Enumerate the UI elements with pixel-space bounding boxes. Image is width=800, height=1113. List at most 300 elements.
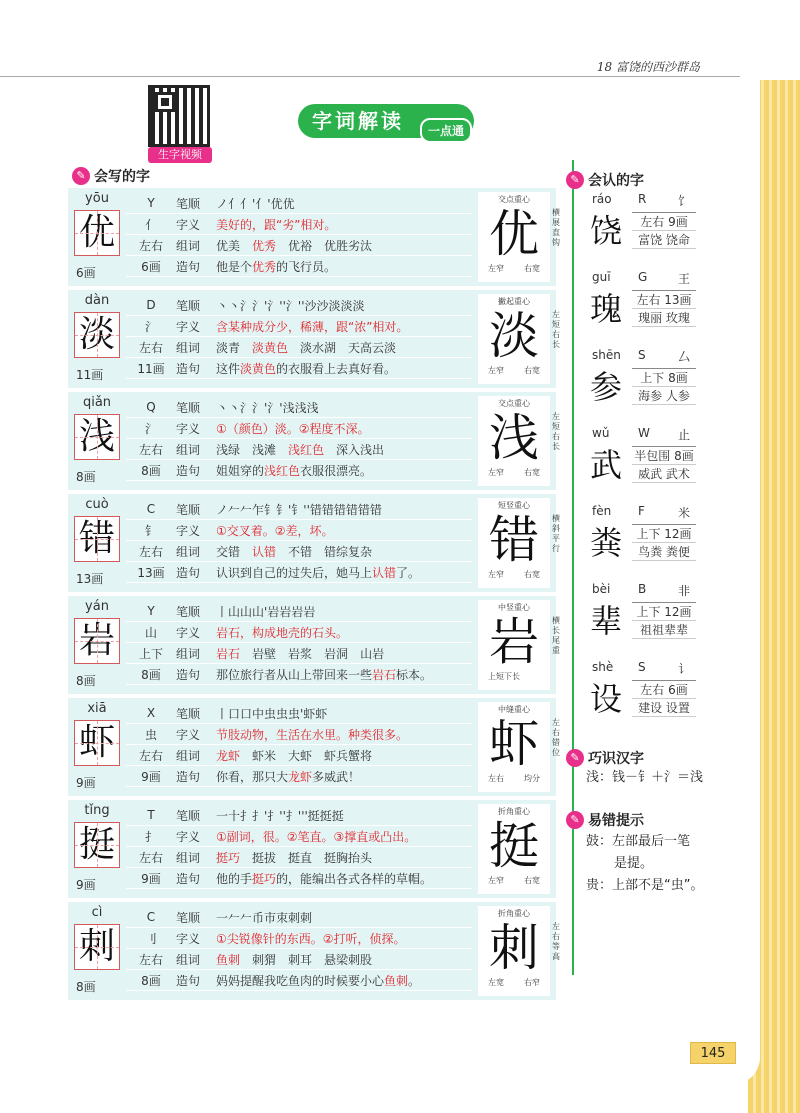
read-strokes: 12画 — [664, 527, 692, 541]
row-stroke-order — [126, 907, 472, 928]
guide-bottom — [478, 671, 550, 682]
row-words — [126, 643, 472, 664]
stroke-order: 丶丶氵氵'氵''氵''沙沙淡淡淡 — [216, 298, 365, 313]
qr-code-icon[interactable] — [148, 85, 210, 147]
entry-pinyin: cuò — [85, 497, 109, 512]
big-char: 浅 — [489, 409, 539, 467]
meaning — [216, 726, 472, 743]
entry-pinyin: tǐng — [84, 803, 110, 818]
clever-text: 浅：钱－钅＋氵＝浅 — [586, 770, 704, 785]
guide-bottom — [478, 467, 550, 478]
word: 不错 — [288, 544, 313, 559]
meaning — [216, 624, 472, 641]
tips-title — [566, 810, 644, 830]
meaning-text: ①交叉着。②差，坏。 — [216, 523, 334, 538]
read-info — [632, 368, 696, 405]
label-sentence: 造句 — [176, 565, 201, 580]
guide-right: 右宽 — [524, 264, 540, 273]
entry-strokes-count: 9画 — [141, 871, 161, 886]
sentence-pre: 这件 — [216, 361, 241, 376]
meaning — [216, 318, 472, 335]
guide-top: 折角重心 — [498, 807, 530, 816]
entry-structure: 左右 — [138, 442, 163, 457]
entry-radical: 亻 — [144, 217, 157, 232]
read-strokes: 8画 — [668, 371, 688, 385]
words — [216, 645, 472, 662]
read-char: 设 — [590, 680, 623, 718]
row-meaning — [126, 724, 472, 745]
guide-side: 横长尾重 — [552, 616, 560, 655]
sentence — [216, 360, 472, 377]
read-info — [632, 446, 696, 483]
sentence-post: 的衣服看上去真好看。 — [276, 361, 397, 376]
entry-letter: Q — [146, 400, 156, 414]
words — [216, 951, 472, 968]
read-char: 武 — [590, 446, 623, 484]
entry-rows — [126, 601, 472, 685]
read-words: 富饶 饶命 — [632, 231, 696, 249]
read-info — [632, 680, 696, 717]
sentence-pre: 妈妈提醒我吃鱼肉的时候要小心 — [216, 973, 385, 988]
label-stroke-order: 笔顺 — [176, 706, 201, 721]
guide-bottom — [478, 977, 550, 988]
entry-strokes: 8画 — [76, 980, 96, 994]
tips-line3: 贵：上部不是“虫”。 — [586, 878, 704, 893]
word: 淡水湖 — [300, 340, 337, 355]
entry-char: 浅 — [74, 414, 120, 460]
page-number: 145 — [690, 1042, 736, 1064]
big-char: 虾 — [489, 715, 539, 773]
label-meaning: 字义 — [176, 523, 201, 538]
big-char-box — [478, 294, 560, 384]
entry-letter: C — [146, 910, 156, 924]
meaning — [216, 930, 472, 947]
read-structure-line — [632, 681, 696, 699]
read-letter: S — [638, 660, 646, 674]
word: 深入浅出 — [336, 442, 385, 457]
read-structure-line — [632, 603, 696, 621]
read-structure-line — [632, 525, 696, 543]
read-info — [632, 212, 696, 249]
word: 岩浆 — [288, 646, 313, 661]
row-sentence — [126, 970, 472, 991]
meaning-text: ①尖锐像针的东西。②打听，侦探。 — [216, 931, 406, 946]
row-meaning — [126, 316, 472, 337]
guide-right: 右宽 — [524, 876, 540, 885]
sentence-red: 浅红色 — [264, 463, 301, 478]
big-char-box — [478, 192, 560, 282]
read-entries — [586, 192, 706, 738]
label-words: 组词 — [176, 850, 201, 865]
banner-title: 字词解读 — [298, 104, 474, 138]
sentence — [216, 462, 472, 479]
entry-strokes-count: 8画 — [141, 463, 161, 478]
row-stroke-order — [126, 499, 472, 520]
row-meaning — [126, 826, 472, 847]
sentence-pre: 姐姐穿的 — [216, 463, 265, 478]
guide-top: 短竖重心 — [498, 501, 530, 510]
read-pinyin: shè — [592, 660, 614, 674]
read-radical: 厶 — [678, 350, 691, 364]
row-stroke-order — [126, 295, 472, 316]
meaning-text: 美好的，跟“劣”相对。 — [216, 217, 337, 232]
word: 岩石 — [216, 646, 241, 661]
sentence — [216, 972, 472, 989]
big-char: 岩 — [489, 613, 539, 671]
pencil-icon: ✎ — [566, 811, 584, 829]
label-meaning: 字义 — [176, 829, 201, 844]
guide-top: 折角重心 — [498, 909, 530, 918]
word: 挺巧 — [216, 850, 241, 865]
read-letter: F — [638, 504, 645, 518]
word: 龙虾 — [216, 748, 241, 763]
meaning-text: 节肢动物，生活在水里。种类很多。 — [216, 727, 409, 742]
sentence-post: 标本。 — [396, 667, 433, 682]
write-entry — [68, 392, 560, 490]
entry-strokes-count: 13画 — [137, 565, 165, 580]
guide-side: 左右等高 — [552, 922, 560, 961]
read-info — [632, 602, 696, 639]
read-structure-line — [632, 291, 696, 309]
guide-side: 左右错位 — [552, 718, 560, 757]
words — [216, 849, 472, 866]
guide-side: 横斜平行 — [552, 514, 560, 553]
label-words: 组词 — [176, 442, 201, 457]
sentence — [216, 870, 472, 887]
meaning-text: ①副词，很。②笔直。③撑直或凸出。 — [216, 829, 417, 844]
label-words: 组词 — [176, 238, 201, 253]
read-pinyin: shēn — [592, 348, 621, 362]
entry-rows — [126, 499, 472, 583]
read-structure: 半包围 — [634, 449, 671, 463]
words — [216, 237, 472, 254]
header-rule — [0, 76, 740, 77]
read-entry — [586, 426, 706, 504]
banner-subtitle: 一点通 — [420, 118, 472, 143]
big-char: 优 — [489, 205, 539, 263]
sentence — [216, 564, 472, 581]
read-letter: S — [638, 348, 646, 362]
label-stroke-order: 笔顺 — [176, 910, 201, 925]
word: 大虾 — [288, 748, 313, 763]
word: 虾兵蟹将 — [324, 748, 373, 763]
guide-left: 左宽 — [488, 978, 504, 987]
label-stroke-order: 笔顺 — [176, 400, 201, 415]
read-structure-line — [632, 369, 696, 387]
entry-strokes-count: 8画 — [141, 973, 161, 988]
guide-right: 均分 — [524, 774, 540, 783]
guide-bottom — [478, 569, 550, 580]
guide-bottom — [478, 263, 550, 274]
row-stroke-order — [126, 397, 472, 418]
write-entry — [68, 290, 560, 388]
label-sentence: 造句 — [176, 361, 201, 376]
entry-rows — [126, 907, 472, 991]
label-meaning: 字义 — [176, 217, 201, 232]
row-words — [126, 745, 472, 766]
entry-letter: C — [146, 502, 156, 516]
sentence-pre: 那位旅行者从山上带回来一些 — [216, 667, 373, 682]
write-section-label: 会写的字 — [94, 169, 150, 185]
read-radical: 米 — [678, 506, 691, 520]
label-stroke-order: 笔顺 — [176, 808, 201, 823]
read-strokes: 12画 — [664, 605, 692, 619]
word: 错综复杂 — [324, 544, 373, 559]
tips-line1: 鼓：左部最后一笔 — [586, 834, 691, 849]
label-sentence: 造句 — [176, 973, 201, 988]
read-structure: 上下 — [636, 605, 661, 619]
words — [216, 339, 472, 356]
read-strokes: 6画 — [668, 683, 688, 697]
words — [216, 543, 472, 560]
read-letter: G — [638, 270, 648, 284]
label-words: 组词 — [176, 646, 201, 661]
entry-char: 错 — [74, 516, 120, 562]
read-entry — [586, 348, 706, 426]
read-entry — [586, 504, 706, 582]
sentence-post: 多威武！ — [312, 769, 361, 784]
word: 鱼刺 — [216, 952, 241, 967]
stroke-order: 丨口口中虫虫虫'虾虾 — [216, 706, 328, 721]
read-char: 饶 — [590, 212, 623, 250]
read-entry — [586, 192, 706, 270]
word: 浅滩 — [252, 442, 277, 457]
entry-strokes: 9画 — [76, 776, 96, 790]
write-entry — [68, 800, 556, 898]
sentence-red: 鱼刺 — [384, 973, 409, 988]
meaning-text: 含某种成分少，稀薄，跟“浓”相对。 — [216, 319, 409, 334]
sentence-post: 衣服很漂亮。 — [300, 463, 373, 478]
entry-strokes: 6画 — [76, 266, 96, 280]
read-pinyin: bèi — [592, 582, 611, 596]
entry-structure: 上下 — [138, 646, 163, 661]
big-char-box — [478, 396, 560, 486]
guide-side: 左短右长 — [552, 412, 560, 451]
big-char-box — [478, 906, 560, 996]
word: 浅红色 — [288, 442, 325, 457]
read-entry — [586, 660, 706, 738]
label-sentence: 造句 — [176, 463, 201, 478]
read-char: 粪 — [590, 524, 623, 562]
entry-char: 虾 — [74, 720, 120, 766]
read-structure-line — [632, 447, 696, 465]
read-words: 祖祖辈辈 — [632, 621, 696, 639]
entry-strokes: 8画 — [76, 470, 96, 484]
row-meaning — [126, 214, 472, 235]
entry-radical: 山 — [144, 625, 157, 640]
row-words — [126, 541, 472, 562]
meaning — [216, 828, 472, 845]
big-char-box — [478, 600, 560, 690]
sentence — [216, 258, 472, 275]
word: 挺拔 — [252, 850, 277, 865]
guide-right: 右宽 — [524, 570, 540, 579]
write-entry — [68, 902, 560, 1000]
read-pinyin: guī — [592, 270, 611, 284]
guide-right: 右窄 — [524, 978, 540, 987]
label-sentence: 造句 — [176, 259, 201, 274]
word: 浅绿 — [216, 442, 241, 457]
entry-char: 淡 — [74, 312, 120, 358]
entry-letter: X — [146, 706, 156, 720]
read-letter: W — [638, 426, 650, 440]
entry-char: 刺 — [74, 924, 120, 970]
column-divider — [572, 160, 574, 975]
read-info — [632, 524, 696, 561]
label-meaning: 字义 — [176, 931, 201, 946]
write-entries — [68, 188, 560, 1004]
read-structure-line — [632, 213, 696, 231]
label-meaning: 字义 — [176, 625, 201, 640]
sentence-red: 淡黄色 — [240, 361, 277, 376]
read-words: 海参 人参 — [632, 387, 696, 405]
pencil-icon: ✎ — [566, 749, 584, 767]
word: 悬梁刺股 — [324, 952, 373, 967]
sentence-pre: 他的手 — [216, 871, 253, 886]
word: 挺直 — [288, 850, 313, 865]
sentence-pre: 你看，那只大 — [216, 769, 289, 784]
entry-pinyin: qiǎn — [82, 395, 112, 410]
entry-pinyin: yōu — [85, 191, 109, 206]
qr-label[interactable]: 生字视频 — [148, 147, 212, 163]
entry-structure: 左右 — [138, 340, 163, 355]
guide-side: 左短右长 — [552, 310, 560, 349]
read-radical: 非 — [678, 584, 691, 598]
entry-strokes-count: 9画 — [141, 769, 161, 784]
big-char-box — [478, 702, 560, 792]
meaning — [216, 420, 472, 437]
entry-strokes-count: 11画 — [137, 361, 165, 376]
word: 优美 — [216, 238, 241, 253]
guide-left: 左窄 — [488, 570, 504, 579]
pencil-icon: ✎ — [566, 171, 584, 189]
guide-top: 中竖重心 — [498, 603, 530, 612]
label-words: 组词 — [176, 952, 201, 967]
sentence-red: 岩石 — [372, 667, 397, 682]
row-sentence — [126, 256, 472, 277]
row-stroke-order — [126, 805, 472, 826]
guide-left: 左窄 — [488, 468, 504, 477]
read-pinyin: ráo — [592, 192, 612, 206]
row-words — [126, 949, 472, 970]
read-words: 鸟粪 粪便 — [632, 543, 696, 561]
big-char: 挺 — [489, 817, 539, 875]
label-words: 组词 — [176, 748, 201, 763]
guide-left: 左右 — [488, 774, 504, 783]
stroke-order: 丶丶氵氵'氵'浅浅浅 — [216, 400, 319, 415]
guide-bottom — [478, 875, 550, 886]
entry-letter: Y — [147, 604, 155, 618]
label-meaning: 字义 — [176, 727, 201, 742]
word: 认错 — [252, 544, 277, 559]
read-info — [632, 290, 696, 327]
entry-strokes: 13画 — [76, 572, 104, 586]
read-pinyin: wǔ — [592, 426, 610, 440]
row-words — [126, 337, 472, 358]
row-sentence — [126, 664, 472, 685]
label-sentence: 造句 — [176, 667, 201, 682]
sentence-red: 龙虾 — [288, 769, 313, 784]
label-meaning: 字义 — [176, 421, 201, 436]
meaning-text: ①（颜色）淡。②程度不深。 — [216, 421, 370, 436]
entry-rows — [126, 703, 472, 787]
row-sentence — [126, 766, 472, 787]
word: 刺猬 — [252, 952, 277, 967]
entry-char: 优 — [74, 210, 120, 256]
entry-strokes-count: 6画 — [141, 259, 161, 274]
entry-strokes: 8画 — [76, 674, 96, 688]
sentence-red: 挺巧 — [252, 871, 277, 886]
guide-top: 撇起重心 — [498, 297, 530, 306]
word: 天高云淡 — [348, 340, 397, 355]
meaning — [216, 216, 472, 233]
read-radical: 讠 — [678, 662, 691, 676]
sentence-red: 认错 — [372, 565, 397, 580]
tips-line2: 是提。 — [614, 856, 654, 871]
sentence-post: 的，能编出各式各样的草帽。 — [276, 871, 433, 886]
read-entry — [586, 270, 706, 348]
guide-right: 右宽 — [524, 366, 540, 375]
read-char: 辈 — [590, 602, 623, 640]
label-words: 组词 — [176, 340, 201, 355]
word: 优胜劣汰 — [324, 238, 373, 253]
sentence-pre: 认识到自己的过失后，她马上 — [216, 565, 373, 580]
entry-radical: 氵 — [144, 319, 157, 334]
row-sentence — [126, 868, 472, 889]
guide-top: 中缝重心 — [498, 705, 530, 714]
stroke-order: 丨山山山'岩岩岩岩 — [216, 604, 316, 619]
word: 淡青 — [216, 340, 241, 355]
big-char: 淡 — [489, 307, 539, 365]
read-structure: 上下 — [640, 371, 665, 385]
entry-rows — [126, 397, 472, 481]
meaning — [216, 522, 472, 539]
write-entry — [68, 188, 560, 286]
label-sentence: 造句 — [176, 769, 201, 784]
entry-letter: D — [146, 298, 156, 312]
label-sentence: 造句 — [176, 871, 201, 886]
words — [216, 441, 472, 458]
guide-left: 上短下长 — [488, 672, 520, 681]
entry-structure: 左右 — [138, 544, 163, 559]
row-stroke-order — [126, 193, 472, 214]
read-section-title — [566, 170, 644, 190]
row-words — [126, 439, 472, 460]
word: 淡黄色 — [252, 340, 289, 355]
sentence-post: 。 — [408, 973, 421, 988]
label-meaning: 字义 — [176, 319, 201, 334]
clever-title — [566, 748, 644, 768]
guide-top: 交点重心 — [498, 195, 530, 204]
guide-left: 左窄 — [488, 366, 504, 375]
write-entry — [68, 596, 560, 694]
stroke-order: 一𠂉𠂉币市朿刺刺 — [216, 910, 313, 925]
entry-char: 挺 — [74, 822, 120, 868]
stroke-order: 一十扌扌'扌''扌'''挺挺挺 — [216, 808, 344, 823]
big-char-box — [478, 804, 550, 894]
label-stroke-order: 笔顺 — [176, 604, 201, 619]
stroke-order: ノ亻亻'亻'优优 — [216, 196, 295, 211]
label-stroke-order: 笔顺 — [176, 298, 201, 313]
read-strokes: 13画 — [664, 293, 692, 307]
label-words: 组词 — [176, 544, 201, 559]
write-section-title — [72, 166, 150, 186]
sentence-red: 优秀 — [252, 259, 277, 274]
entry-radical: 虫 — [144, 727, 157, 742]
guide-right: 右宽 — [524, 468, 540, 477]
page-header: 18 富饶的西沙群岛 — [596, 60, 700, 74]
read-words: 瑰丽 玫瑰 — [632, 309, 696, 327]
